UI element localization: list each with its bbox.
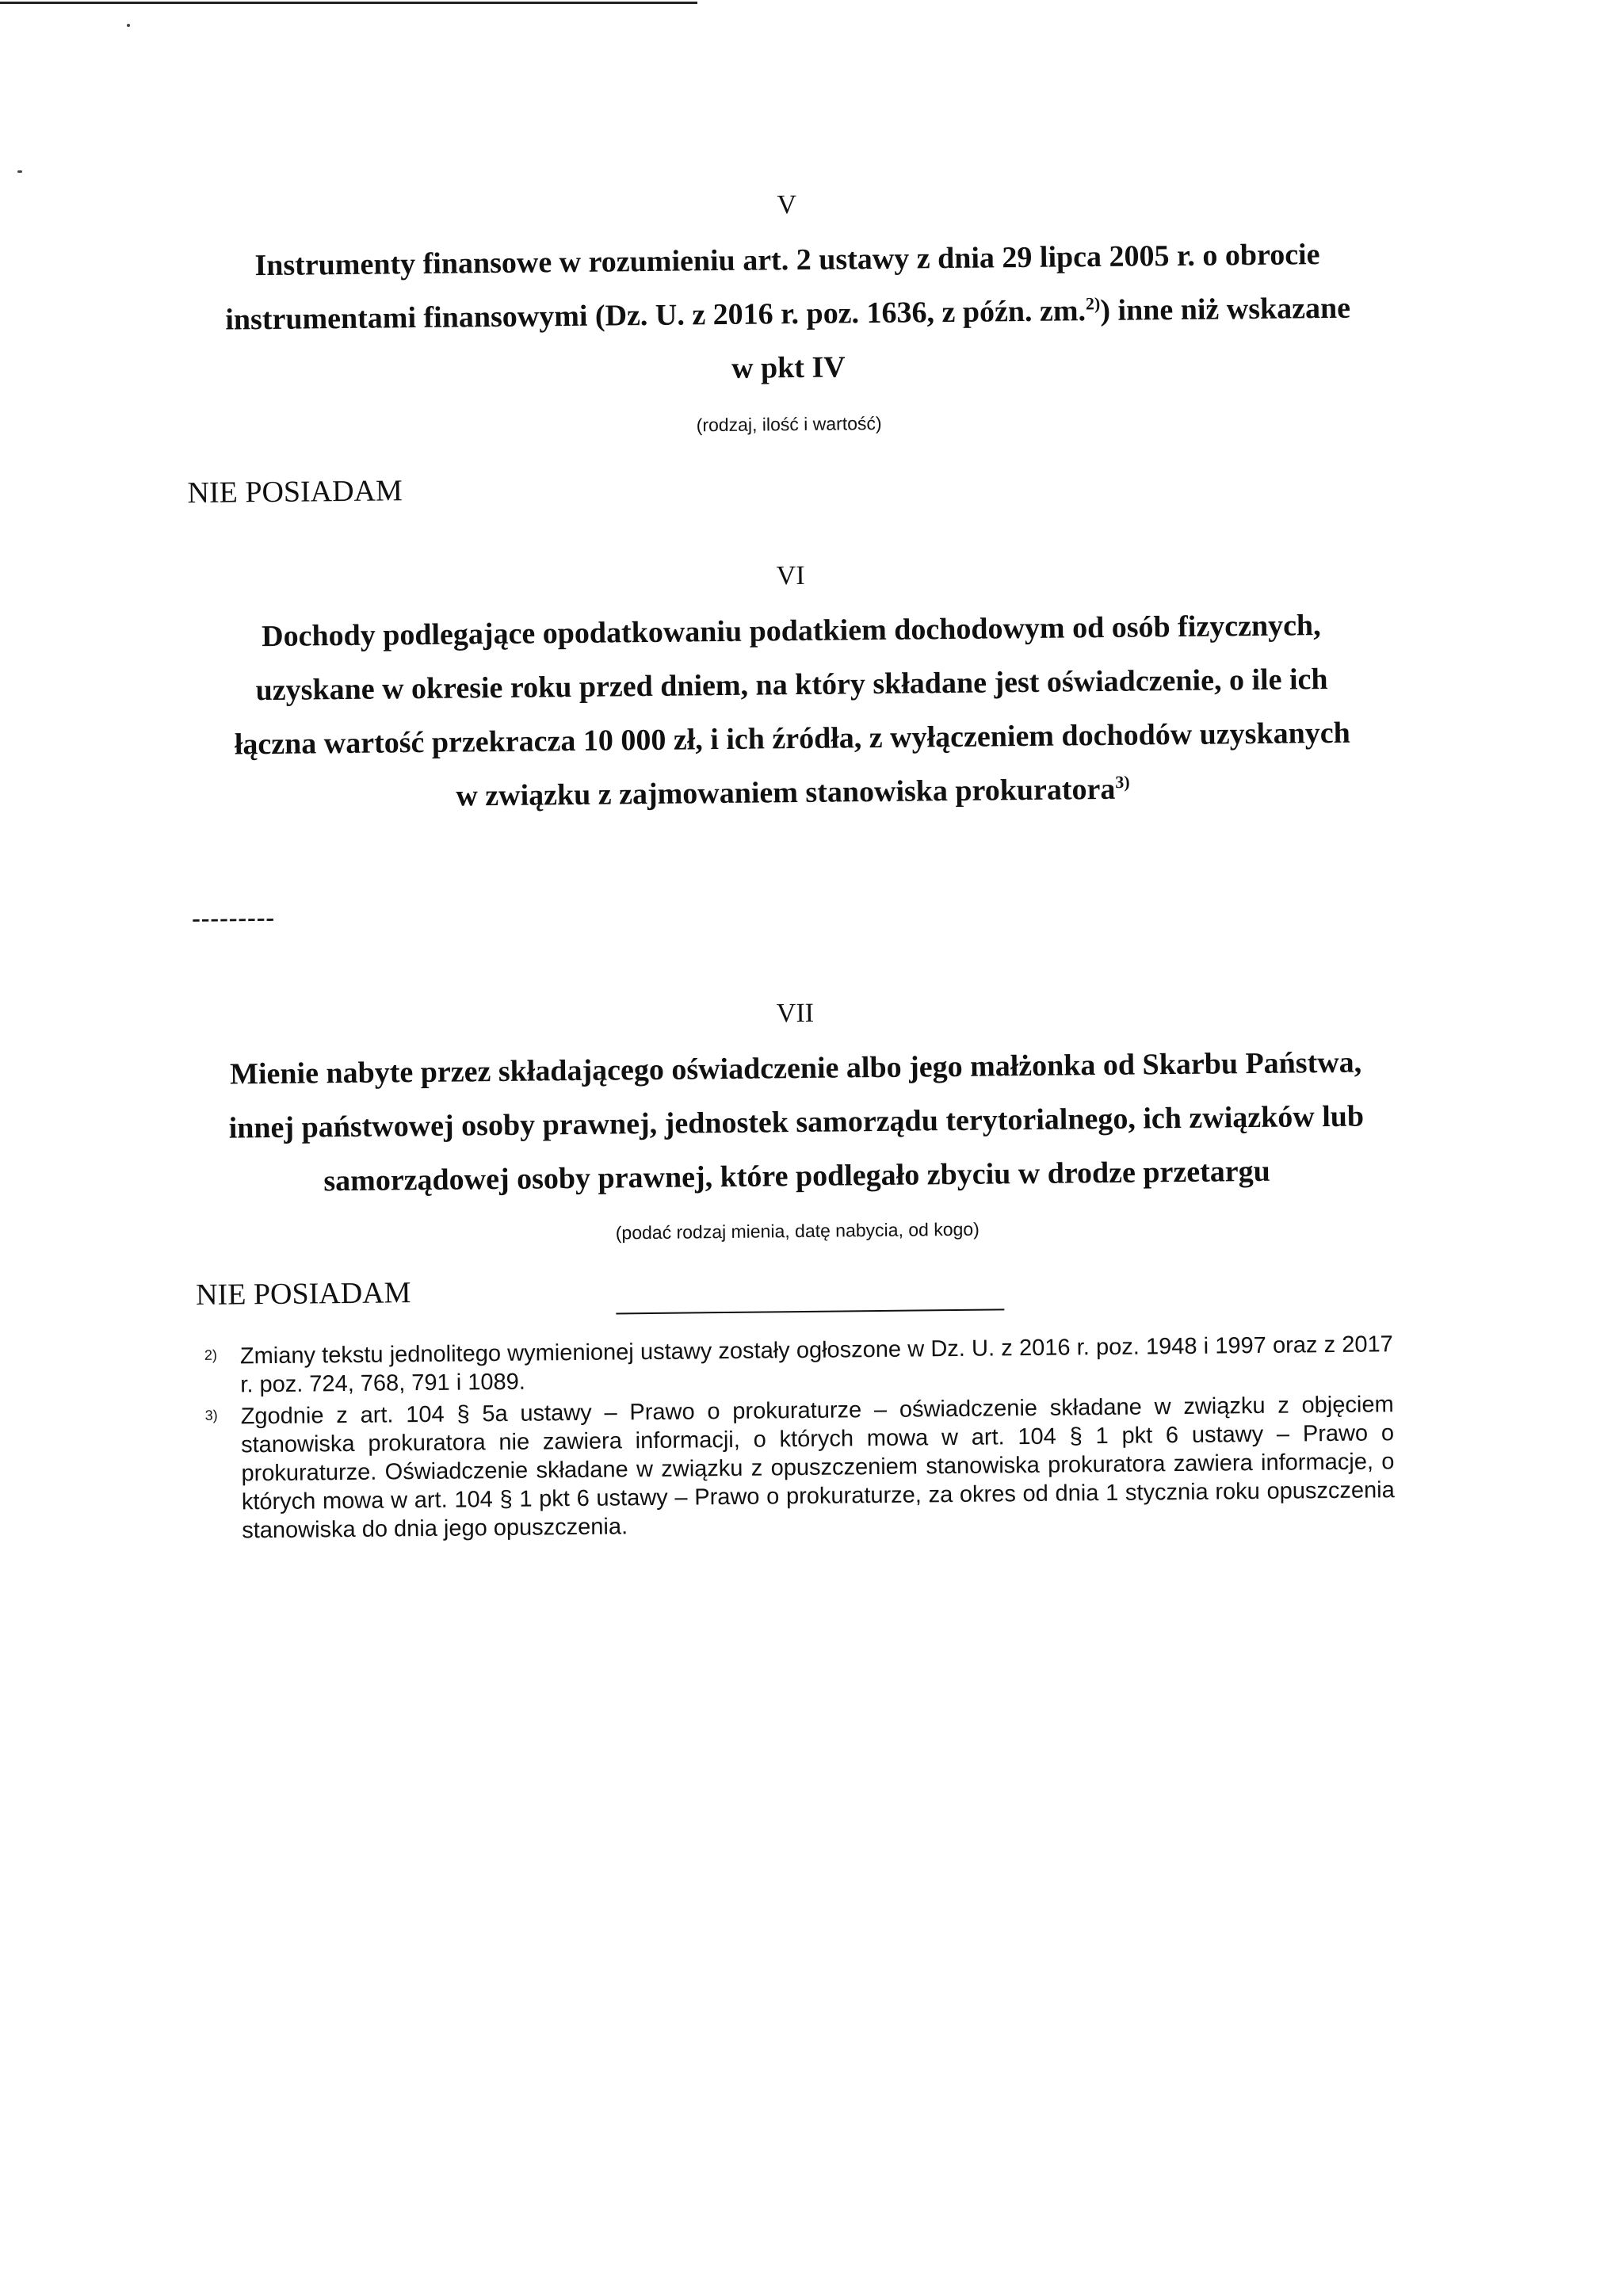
- footnote-3-text: Zgodnie z art. 104 § 5a ustawy – Prawo o prokuraturze – oświadczenie składane w związku z objęciem stanowiska prokuratora nie zawiera informacji, o których mowa w art. 104 § 1 pkt 6 ustawy – Prawo o prokuraturze. Oświadczenie składane w związku z opuszczeniem stanowiska prokuratora zawiera informacje, o których mowa w art. 104 § 1 pkt 6 ustawy – Prawo o prokuraturze, za okres od dnia 1 stycznia roku opuszczenia stanowiska do dnia jego opuszczenia.: [240, 1392, 1395, 1544]
- section-vii-answer: NIE POSIADAM: [195, 1276, 411, 1312]
- section-vi-answer-dashes: ---------: [191, 902, 276, 933]
- scan-speck: [17, 170, 22, 173]
- section-vii-heading-line-2: innej państwowej osoby prawnej, jednostek samorządu terytorialnego, ich związków lub: [228, 1099, 1365, 1145]
- section-vi-heading-line-2: uzyskane w okresie roku przed dniem, na który składane jest oświadczenie, o ile ich: [255, 663, 1328, 708]
- section-vi-heading-line-3: łączna wartość przekracza 10 000 zł, i ich źródła, z wyłączeniem dochodów uzyskanych: [234, 716, 1350, 762]
- section-vi-heading-line-4-text: w związku z zajmowaniem stanowiska prokuratora: [456, 772, 1116, 813]
- section-vii-heading: [201, 1035, 1392, 1209]
- footnote-2-mark: 2): [204, 1347, 218, 1363]
- section-vi-heading: [197, 598, 1388, 826]
- footnote-separator: [616, 1308, 1004, 1314]
- section-v-numeral: V: [777, 190, 797, 220]
- section-vi-numeral: VI: [776, 560, 805, 591]
- section-v-heading-line-1: Instrumenty finansowe w rozumieniu art. 2 ustawy z dnia 29 lipca 2005 r. o obrocie: [254, 238, 1320, 283]
- section-vii-numeral: VII: [776, 998, 815, 1029]
- section-v-heading-line-2-tail: ) inne niż wskazane: [1100, 291, 1351, 327]
- section-v-heading-line-2-text: instrumentami finansowymi (Dz. U. z 2016 r. poz. 1636, z późn. zm.: [225, 294, 1086, 337]
- section-vii-heading-line-3: samorządowej osoby prawnej, które podlegało zbyciu w drodze przetargu: [323, 1154, 1270, 1198]
- section-v-heading-line-3: w pkt IV: [731, 350, 846, 385]
- section-vi-heading-line-1: Dochody podlegające opodatkowaniu podatkiem dochodowym od osób fizycznych,: [261, 609, 1321, 654]
- scan-speck: [127, 24, 130, 27]
- scan-edge-line: [0, 2, 697, 4]
- section-v-hint: (rodzaj, ilość i wartość): [696, 412, 882, 436]
- footnote-2-text: Zmiany tekstu jednolitego wymienionej ustawy zostały ogłoszone w Dz. U. z 2016 r. poz. 1948 i 1997 oraz z 2017 r. poz. 724, 768, 791 i 1089.: [239, 1331, 1394, 1398]
- section-v-heading: [193, 227, 1383, 401]
- footnote-3-mark: 3): [204, 1407, 218, 1423]
- footnote-ref-2: 2): [1085, 293, 1101, 314]
- footnote-ref-3: 3): [1115, 771, 1130, 793]
- section-vii-heading-line-1: Mienie nabyte przez składającego oświadczenie albo jego małżonka od Skarbu Państwa,: [229, 1045, 1362, 1091]
- section-v-answer: NIE POSIADAM: [187, 474, 403, 510]
- section-vii-hint: (podać rodzaj mienia, datę nabycia, od kogo): [615, 1218, 980, 1244]
